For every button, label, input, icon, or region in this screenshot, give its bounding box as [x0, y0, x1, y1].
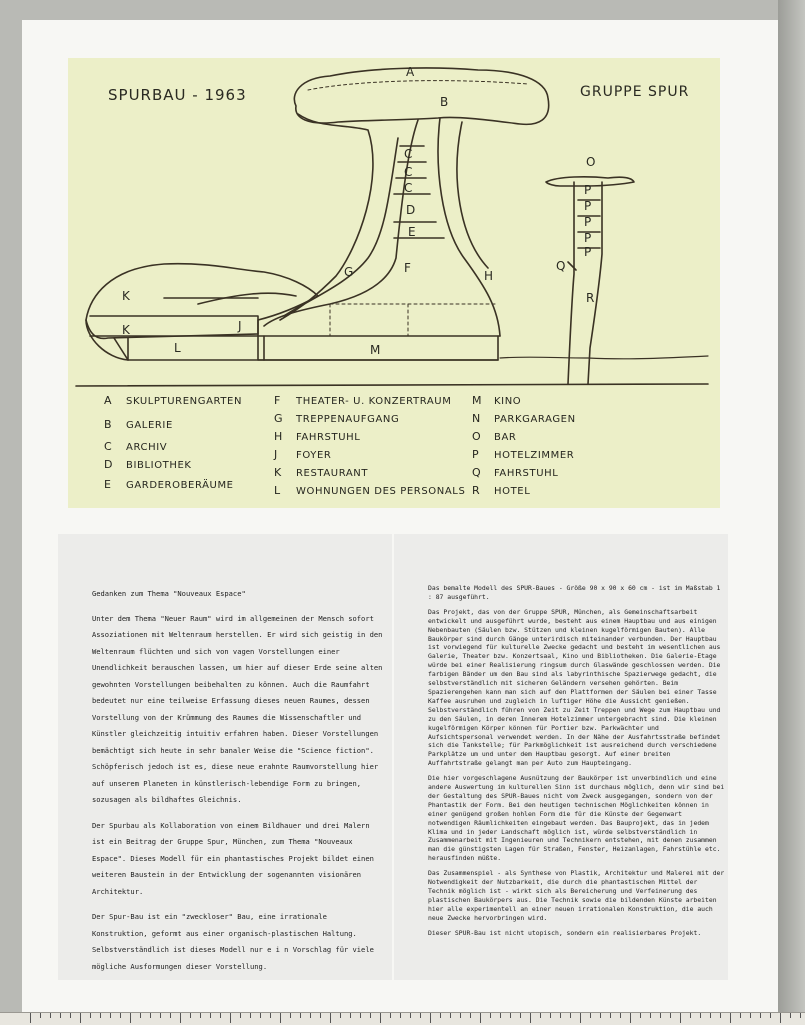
ruler-tick: [70, 1013, 71, 1018]
ruler-tick: [240, 1013, 241, 1018]
ruler-tick: [150, 1013, 151, 1018]
ruler-tick: [600, 1013, 601, 1018]
ruler-tick: [470, 1013, 471, 1018]
legend-item: L WOHNUNGEN DES PERSONALS: [274, 484, 466, 497]
ruler-tick: [140, 1013, 141, 1018]
ruler-tick: [630, 1013, 631, 1023]
ruler-tick: [420, 1013, 421, 1018]
label-E: E: [408, 225, 417, 239]
ruler-tick: [440, 1013, 441, 1018]
ruler-tick: [450, 1013, 451, 1018]
ruler-tick: [710, 1013, 711, 1018]
right-text-column: [428, 584, 726, 944]
legend-item: C ARCHIV: [104, 440, 168, 453]
ruler-tick: [410, 1013, 411, 1018]
base-lower: [86, 320, 498, 360]
label-P5: P: [584, 245, 593, 259]
ruler-tick: [480, 1013, 481, 1023]
legend-item: D BIBLIOTHEK: [104, 458, 192, 471]
ruler-tick: [210, 1013, 211, 1018]
label-K2: K: [122, 323, 131, 337]
stem-right: [438, 118, 500, 336]
ruler-tick: [530, 1013, 531, 1023]
legend-item: J FOYER: [274, 448, 332, 461]
ruler-tick: [570, 1013, 571, 1018]
ruler-tick: [120, 1013, 121, 1018]
stem-inner-right: [457, 122, 488, 268]
ruler-tick: [340, 1013, 341, 1018]
ruler-tick: [730, 1013, 731, 1023]
ruler-tick: [380, 1013, 381, 1023]
paragraph: Der Spurbau als Kollaboration von einem Bildhauer und drei Malern ist ein Beitrag der Gruppe Spur, München, zum Thema "Nouveaux Espace". Dieses Modell für ein phantastisches Projekt bildet einen weiteren Baustein in der Entwicklung der sogenannten visionären Architektur.: [92, 820, 374, 896]
drawing-title: SPURBAU - 1963: [108, 86, 247, 104]
legend-item: Q FAHRSTUHL: [472, 466, 559, 479]
ruler-tick: [400, 1013, 401, 1018]
ruler-tick: [590, 1013, 591, 1018]
gallery-inner-dash: [308, 81, 528, 90]
ruler-tick: [670, 1013, 671, 1018]
typed-page-right: [394, 534, 728, 980]
stem-inner-left: [284, 138, 398, 316]
typed-page-left: [58, 534, 392, 980]
ruler-tick: [350, 1013, 351, 1018]
ruler-tick: [310, 1013, 311, 1018]
legend-item: K RESTAURANT: [274, 466, 369, 479]
label-A: A: [406, 65, 416, 79]
ruler-tick: [300, 1013, 301, 1018]
label-B: B: [440, 95, 450, 109]
ruler-tick: [750, 1013, 751, 1018]
group-name: GRUPPE SPUR: [580, 84, 690, 100]
floor-lines: [394, 146, 444, 238]
ruler-tick: [560, 1013, 561, 1018]
legend-item: F THEATER- U. KONZERTRAUM: [274, 394, 452, 407]
ground-squiggle: [500, 356, 708, 359]
ruler-tick: [580, 1013, 581, 1023]
ruler-tick: [190, 1013, 191, 1018]
paragraph: Dieser SPUR-Bau ist nicht utopisch, sondern ein realisierbares Projekt.: [428, 928, 702, 937]
label-P3: P: [584, 215, 593, 229]
ruler-tick: [110, 1013, 111, 1018]
ruler-tick: [170, 1013, 171, 1018]
ruler-tick: [360, 1013, 361, 1018]
label-C1: C: [404, 147, 414, 161]
legend-item: B GALERIE: [104, 418, 173, 431]
ruler-tick: [330, 1013, 331, 1023]
ruler-tick: [550, 1013, 551, 1018]
ruler-tick: [610, 1013, 611, 1018]
label-H: H: [484, 269, 495, 283]
label-L: L: [174, 341, 182, 355]
ruler-strip: [0, 1012, 805, 1025]
ruler-tick: [390, 1013, 391, 1018]
paragraph: Der Spur-Bau ist ein "zweckloser" Bau, eine irrationale Konstruktion, geformt aus einer organisch-plastischen Haltung. Selbstverständlich ist dieses Modell nur e i n Vorschlag für viele mögliche Ausformungen dieser Vorstellung.: [92, 912, 374, 971]
ruler-tick: [690, 1013, 691, 1018]
paragraph: Das Projekt, das von der Gruppe SPUR, München, als Gemeinschaftsarbeit entwickelt und ausgeführt wurde, besteht aus einem Hauptbau und aus einigen Nebenbauten (Säulen bzw. Stützen und kleinen kugelförmigen Bauten). Alle Baukörper sind durch Gänge unterirdisch miteinander verbunden. Der Hauptbau ist vorwiegend für kulturelle Zwecke gedacht und besteht im wesentlichen aus Galerie, Theater bzw. Konzertsaal, Kino und Bibliotheken. Die Galerie-Etage würde bei einer Realisierung ringsum durch Glaswände geschlossen werden. Die farbigen Bänder um den Bau sind als labyrinthische Spazierwege gedacht, die selbstverständlich mit sicheren Geländern versehen gehörten. Beim Spazierengehen kann man sich auf den Plattformen der Säulen bei einer Tasse Kaffee ausruhen und zugleich in luftiger Höhe die Aussicht genießen. Selbstverständlich führen von Zeit zu Zeit Treppen und Wege zum Hauptbau und zu den Säulen, in deren Innerem Hotelzimmer untergebracht sind. Die kleinen kugelförmigen Körper können für Portier bzw. Parkwächter und Aufsichtspersonal verwendet werden. In der Nähe der Ausfahrtsstraße befindet sich die Tankstelle; für Parkmöglichkeit ist ausreichend durch verschiedene Parkplätze um und unter dem Hauptbau gesorgt. Auf einer breiten Auffahrtstraße gelangt man per Auto zum Haupteingang.: [428, 607, 721, 768]
paragraph: Die hier vorgeschlagene Ausnützung der Baukörper ist unverbindlich und eine andere Auswertung im kulturellen Sinn ist durchaus möglich, denn wir sind bei der Gestaltung des SPUR-Baues nicht vom Zweck ausgegangen, sondern von der Phantastik der Form. Bei den heutigen technischen Möglichkeiten können in einer genügend großen hohlen Form die für die Künste der Gegenwart notwendigen Räumlichkeiten eingebaut werden. Das Bauprojekt, das in jedem Klima und in jeder Landschaft möglich ist, würde selbstverständlich in Zusammenarbeit mit Ingenieuren und Technikern entstehen, mit denen zusammen man die günstigsten Lagen für Straßen, Fenster, Heizanlagen, Fahrstühle etc. herausfinden müßte.: [428, 774, 725, 863]
plan-labels: [122, 65, 596, 357]
outer-swoosh: [280, 114, 373, 320]
base-floor: [90, 316, 500, 360]
paragraph: Unter dem Thema "Neuer Raum" wird im allgemeinen der Mensch sofort Assoziationen mit Weltenraum herstellen. Er wird sich geistig in den Weltenraum flüchten und sich von vagen Vorstellungen einer Unendlichkeit berauschen lassen, um hier auf dieser Erde seine alten gewohnten Vorstellungen beibehalten zu können. Auch die Raumfahrt bedeutet nur eine teilweise Erfassung dieses neuen Raumes, dessen Vorstellung von der Krümmung des Raumes die Wissenschaftler und Künstler gleichzeitig intuitiv erfahren haben. Dieser Vorstellungen bemächtigt sich heute in sehr banaler Weise die "Science fiction". Schöpferisch jedoch ist es, diese neue erahnte Raumvorstellung hier auf unserem Planeten in künstlerisch-lebendige Form zu bringen, sozusagen als bildhaftes Gleichnis.: [92, 613, 383, 804]
ruler-tick: [90, 1013, 91, 1018]
legend-item: N PARKGARAGEN: [472, 412, 576, 425]
ruler-tick: [30, 1013, 31, 1023]
ruler-tick: [50, 1013, 51, 1018]
ruler-tick: [780, 1013, 781, 1023]
label-P4: P: [584, 231, 593, 245]
ruler-tick: [760, 1013, 761, 1018]
ruler-tick: [800, 1013, 801, 1018]
page-edge-shadow: [778, 0, 805, 1012]
ruler-tick: [100, 1013, 101, 1018]
gallery-outline: [294, 68, 548, 124]
label-Q: Q: [556, 259, 567, 273]
left-text-column: [92, 586, 384, 984]
legend-item: R HOTEL: [472, 484, 531, 497]
ruler-tick: [510, 1013, 511, 1018]
ruler-tick: [790, 1013, 791, 1018]
ruler-tick: [650, 1013, 651, 1018]
ruler-tick: [500, 1013, 501, 1018]
ruler-tick: [180, 1013, 181, 1023]
ruler-tick: [640, 1013, 641, 1018]
label-O: O: [586, 155, 597, 169]
ruler-tick: [430, 1013, 431, 1023]
architectural-drawing: [68, 58, 720, 508]
ruler-tick: [370, 1013, 371, 1018]
legend-item: A SKULPTURENGARTEN: [104, 394, 243, 407]
ruler-tick: [200, 1013, 201, 1018]
legend-item: M KINO: [472, 394, 522, 407]
ruler-tick: [320, 1013, 321, 1018]
ruler-tick: [290, 1013, 291, 1018]
ruler-tick: [540, 1013, 541, 1018]
legend-item: H FAHRSTUHL: [274, 430, 361, 443]
legend-item: P HOTELZIMMER: [472, 448, 575, 461]
ruler-tick: [680, 1013, 681, 1023]
ruler-tick: [700, 1013, 701, 1018]
label-F: F: [404, 261, 412, 275]
ruler-tick: [220, 1013, 221, 1018]
ruler-tick: [60, 1013, 61, 1018]
ruler-tick: [280, 1013, 281, 1023]
label-M: M: [370, 343, 382, 357]
dashed-rooms: [330, 304, 498, 336]
label-K1: K: [122, 289, 131, 303]
ruler-tick: [490, 1013, 491, 1018]
label-R: R: [586, 291, 596, 305]
ruler-tick: [460, 1013, 461, 1018]
ruler-tick: [160, 1013, 161, 1018]
ruler-tick: [520, 1013, 521, 1018]
ground-line: [76, 384, 708, 386]
base-blob: [86, 264, 318, 339]
legend-item: O BAR: [472, 430, 517, 443]
label-J: J: [238, 319, 243, 333]
ruler-tick: [40, 1013, 41, 1018]
ruler-tick: [740, 1013, 741, 1018]
ruler-tick: [620, 1013, 621, 1018]
ruler-tick: [770, 1013, 771, 1018]
ruler-tick: [130, 1013, 131, 1023]
label-P2: P: [584, 199, 593, 213]
ruler-tick: [720, 1013, 721, 1018]
label-P1: P: [584, 183, 593, 197]
label-G: G: [344, 265, 355, 279]
ruler-tick: [270, 1013, 271, 1018]
ruler-tick: [230, 1013, 231, 1023]
paragraph: Das bemalte Modell des SPUR-Baues - Größe 90 x 90 x 60 cm - ist im Maßstab 1 : 87 ausgeführt.: [428, 584, 721, 601]
ruler-tick: [250, 1013, 251, 1018]
legend-item: E GARDEROBERÄUME: [104, 478, 234, 491]
ruler-tick: [80, 1013, 81, 1023]
ruler-tick: [660, 1013, 661, 1018]
hotel-left: [568, 182, 574, 384]
essay-title: Gedanken zum Thema "Nouveaux Espace": [92, 589, 246, 598]
ruler-tick: [260, 1013, 261, 1018]
label-C3: C: [404, 181, 414, 195]
basement-line: [128, 336, 498, 360]
label-C2: C: [404, 165, 414, 179]
paragraph: Das Zusammenspiel - als Synthese von Plastik, Architektur und Malerei mit der Notwendigkeit der Nutzbarkeit, die durch die phantastischen Mittel der Technik möglich ist - wirkt sich als Bereicherung und Verfeinerung des plastischen Baukörpers aus. Die Technik sowie die bildenden Künste arbeiten hier alle experimentell an einer neuen irrationalen Konstruktion, die auch neue Zwecke hervorbringen wird.: [428, 869, 725, 922]
legend-item: G TREPPENAUFGANG: [274, 412, 400, 425]
label-D: D: [406, 203, 417, 217]
